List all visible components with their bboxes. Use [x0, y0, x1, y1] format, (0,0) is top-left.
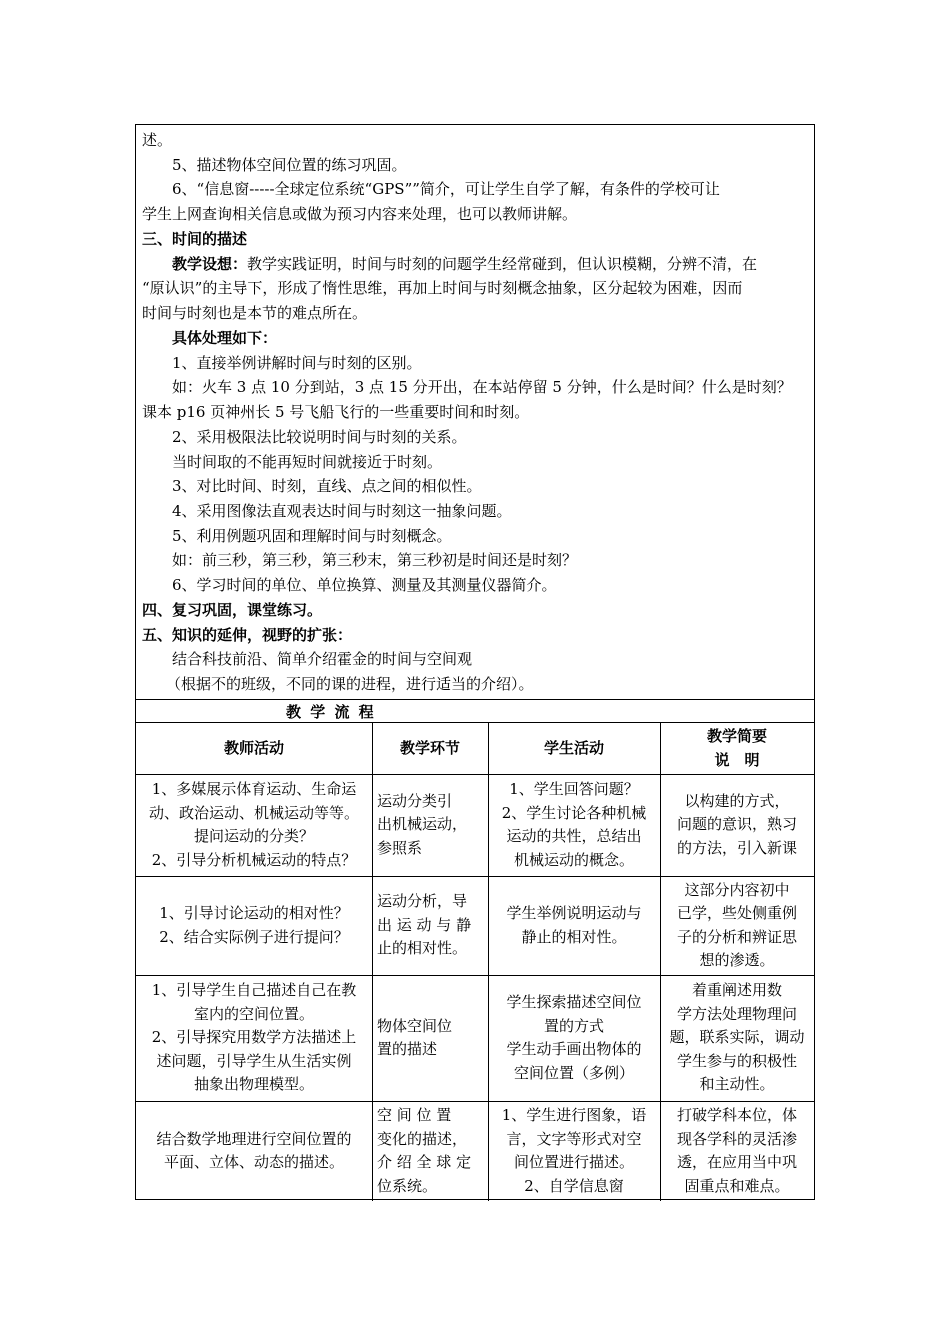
section3-heading: 三、时间的描述 — [142, 230, 248, 248]
process-item: 如：前三秒，第三秒，第三秒末，第三秒初是时间还是时刻？ — [172, 551, 578, 569]
cell-line: 出 运 动 与 静 — [377, 915, 472, 934]
cell-line: 抽象出物理模型。 — [193, 1075, 314, 1094]
cell-line: 1、学生进行图象，语 — [501, 1106, 647, 1124]
cell-line: 2、结合实际例子进行提问？ — [159, 927, 349, 946]
cell-line: 已学，些处侧重例 — [676, 904, 797, 922]
column-divider — [660, 722, 661, 1201]
flow-cell-student — [493, 1101, 655, 1201]
cell-line: 空间位置（多例） — [513, 1063, 634, 1082]
cell-line: 和主动性。 — [699, 1075, 775, 1094]
process-item: 5、利用例题巩固和理解时间与时刻概念。 — [172, 527, 452, 545]
cell-line: 静止的相对性。 — [521, 927, 627, 946]
flow-cell-note — [665, 975, 809, 1101]
process-item: 4、采用图像法直观表达时间与时刻这一抽象问题。 — [172, 502, 512, 520]
flow-title: 教 学 流 程 — [286, 703, 376, 721]
divider — [136, 699, 814, 700]
cell-line: 子的分析和辨证思 — [676, 927, 797, 946]
header-note-line2: 说 明 — [714, 751, 760, 769]
process-item: 课本 p16 页神州长 5 号飞船飞行的一些重要时间和时刻。 — [142, 403, 530, 421]
cell-line: 出机械运动， — [377, 815, 468, 834]
cell-line: 空 间 位 置 — [377, 1106, 452, 1124]
cell-line: 动、政治运动、机械运动等等。 — [148, 803, 359, 822]
cell-line: 2、学生讨论各种机械 — [501, 803, 647, 822]
process-label: 具体处理如下： — [172, 329, 278, 347]
cell-line: 提问运动的分类？ — [193, 827, 314, 845]
flow-cell-link — [377, 876, 483, 975]
flow-cell-link — [377, 774, 483, 876]
cell-line: 固重点和难点。 — [684, 1176, 790, 1195]
process-item: 3、对比时间、时刻，直线、点之间的相似性。 — [172, 477, 482, 495]
design-line: “原认识”的主导下，形成了惰性思维，再加上时间与时刻概念抽象，区分起较为困难，因而 — [142, 279, 743, 297]
flow-cell-teacher — [141, 1101, 367, 1201]
cell-line: 的方法，引入新课 — [676, 838, 797, 857]
design-line: 时间与时刻也是本节的难点所在。 — [142, 304, 368, 322]
header-teacher: 教师活动 — [223, 739, 284, 757]
section5-heading: 五、知识的延伸，视野的扩张： — [142, 626, 353, 644]
cell-line: 问题的意识，熟习 — [676, 815, 797, 834]
section4-heading: 四、复习巩固，课堂练习。 — [142, 601, 323, 619]
document-frame — [135, 124, 815, 1200]
flow-cell-student — [493, 774, 655, 876]
cell-line: 1、多媒展示体育运动、生命运 — [151, 780, 357, 798]
cell-line: 机械运动的概念。 — [513, 850, 634, 869]
cell-line: 以构建的方式， — [684, 791, 790, 810]
section5-line: （根据不的班级，不同的课的进程，进行适当的介绍）。 — [166, 675, 534, 693]
cell-line: 打破学科本位，体 — [676, 1106, 797, 1124]
cell-line: 想的渗透。 — [699, 951, 775, 969]
cell-line: 变化的描述， — [377, 1129, 468, 1148]
design-paragraph — [172, 253, 757, 275]
flow-cell-link — [377, 975, 483, 1101]
cell-line: 2、自学信息窗 — [524, 1176, 624, 1195]
cell-line: 位系统。 — [377, 1176, 438, 1195]
cell-line: 这部分内容初中 — [684, 880, 790, 899]
cell-line: 运动的共性，总结出 — [506, 827, 642, 845]
divider — [136, 722, 814, 723]
cell-line: 学生举例说明运动与 — [506, 904, 642, 922]
cell-line: 学生探索描述空间位 — [506, 993, 642, 1011]
flow-cell-note — [665, 876, 809, 975]
process-item: 6、学习时间的单位、单位换算、测量及其测量仪器简介。 — [172, 576, 557, 594]
column-divider — [372, 722, 373, 1201]
process-item: 如：火车 3 点 10 分到站，3 点 15 分开出，在本站停留 5 分钟，什么是时间？什么是时刻？ — [172, 378, 792, 396]
section5-line: 结合科技前沿、简单介绍霍金的时间与空间观 — [172, 650, 473, 668]
cell-line: 透，在应用当中巩 — [676, 1153, 797, 1171]
cell-line: 1、学生回答问题？ — [509, 780, 639, 798]
cell-line: 止的相对性。 — [377, 939, 468, 958]
cell-line: 运动分析，导 — [377, 892, 468, 911]
header-student: 学生活动 — [543, 739, 604, 757]
flow-cell-note — [665, 1101, 809, 1201]
cell-line: 室内的空间位置。 — [193, 1004, 314, 1023]
cell-line: 现各学科的灵活渗 — [676, 1129, 797, 1148]
flow-cell-note — [665, 774, 809, 876]
intro-line: 述。 — [142, 131, 173, 149]
design-text: 教学实践证明，时间与时刻的问题学生经常碰到，但认识模糊，分辨不清，在 — [247, 255, 758, 273]
cell-line: 物体空间位 — [377, 1016, 453, 1035]
cell-line: 置的方式 — [543, 1016, 604, 1035]
intro-line: 6、“信息窗-----全球定位系统“GPS””简介，可让学生自学了解，有条件的学校可让 — [172, 180, 720, 198]
cell-line: 间位置进行描述。 — [513, 1153, 634, 1171]
cell-line: 1、引导讨论运动的相对性？ — [159, 904, 349, 922]
header-note-line1: 教学简要 — [706, 727, 767, 745]
process-item: 2、采用极限法比较说明时间与时刻的关系。 — [172, 428, 467, 446]
flow-cell-teacher — [141, 975, 367, 1101]
intro-line: 5、描述物体空间位置的练习巩固。 — [172, 156, 407, 174]
cell-line: 参照系 — [377, 838, 423, 857]
cell-line: 学生动手画出物体的 — [506, 1040, 642, 1058]
design-label: 教学设想： — [172, 255, 248, 273]
cell-line: 2、引导分析机械运动的特点？ — [151, 850, 357, 869]
cell-line: 置的描述 — [377, 1040, 438, 1058]
intro-line: 学生上网查询相关信息或做为预习内容来处理，也可以教师讲解。 — [142, 205, 578, 223]
process-item: 当时间取的不能再短时间就接近于时刻。 — [172, 453, 443, 471]
flow-cell-student — [493, 975, 655, 1101]
cell-line: 言，文字等形式对空 — [506, 1129, 642, 1148]
header-link: 教学环节 — [399, 739, 460, 757]
cell-line: 1、引导学生自己描述自己在教 — [151, 981, 357, 1000]
cell-line: 介 绍 全 球 定 — [377, 1153, 472, 1171]
cell-line: 运动分类引 — [377, 791, 453, 810]
column-divider — [488, 722, 489, 1201]
cell-line: 述问题，引导学生从生活实例 — [156, 1051, 352, 1070]
flow-cell-teacher — [141, 774, 367, 876]
cell-line: 2、引导探究用数学方法描述上 — [151, 1028, 357, 1047]
cell-line: 结合数学地理进行空间位置的 — [156, 1129, 352, 1148]
flow-cell-teacher — [141, 876, 367, 975]
cell-line: 平面、立体、动态的描述。 — [163, 1153, 344, 1171]
cell-line: 题，联系实际，调动 — [669, 1028, 805, 1047]
cell-line: 学生参与的积极性 — [676, 1051, 797, 1070]
flow-cell-student — [493, 876, 655, 975]
process-item: 1、直接举例讲解时间与时刻的区别。 — [172, 354, 422, 372]
cell-line: 学方法处理物理问 — [676, 1004, 797, 1023]
cell-line: 着重阐述用数 — [691, 981, 782, 1000]
flow-cell-link — [377, 1101, 483, 1201]
